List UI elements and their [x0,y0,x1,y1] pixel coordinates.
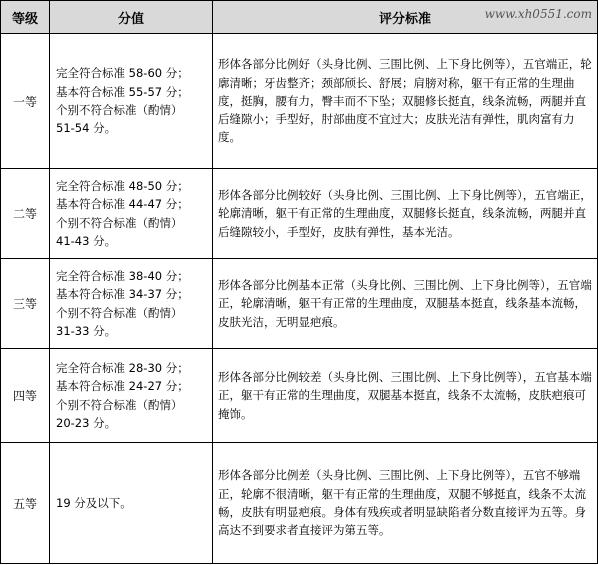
score-line: 19 分及以下。 [56,495,132,510]
score-range [50,34,213,169]
header-grade: 等级 [1,1,50,34]
score-range [50,169,213,259]
score-line: 基本符合标准 24-27 分； [56,379,189,394]
header-score: 分值 [50,1,213,34]
score-range [50,349,213,443]
grade-label: 一等 [1,34,50,169]
criteria-text: 形体各部分比例较好（头身比例、三围比例、上下身比例等），五官端正，轮廓清晰，躯干有正常的生理曲度，双腿修长挺直，线条流畅，两腿并直后缝隙较小，手型好，皮肤有弹性，基本光洁。 [213,169,598,259]
score-range [50,259,213,349]
score-line: 个别不符合标准（酌情） [56,397,183,412]
table-row [1,259,598,349]
score-range [50,443,213,564]
score-line: 完全符合标准 28-30 分； [56,360,189,375]
grade-label: 三等 [1,259,50,349]
grade-label: 四等 [1,349,50,443]
watermark: www.xh0551.com [484,7,592,21]
criteria-text: 形体各部分比例较差（头身比例、三围比例、上下身比例等），五官基本端正，躯干有正常的生理曲度，双腿基本挺直，线条不太流畅，皮肤疤痕可掩饰。 [213,349,598,443]
score-line: 基本符合标准 34-37 分； [56,287,189,302]
score-line: 完全符合标准 48-50 分； [56,178,189,193]
table-row [1,34,598,169]
score-line: 基本符合标准 55-57 分； [56,84,189,99]
score-line: 完全符合标准 58-60 分； [56,66,189,81]
score-line: 个别不符合标准（酌情） [56,215,183,230]
header-criteria: 评分标准 [213,1,598,34]
grade-label: 五等 [1,443,50,564]
criteria-text: 形体各部分比例基本正常（头身比例、三围比例、上下身比例等），五官端正，轮廓清晰，躯干有正常的生理曲度，双腿基本挺直，线条基本流畅，皮肤光洁，无明显疤痕。 [213,259,598,349]
criteria-text: 形体各部分比例好（头身比例、三围比例、上下身比例等），五官端正，轮廓清晰；牙齿整齐；颈部颀长、舒展；肩膀对称，躯干有正常的生理曲度，挺胸，腰有力，臀丰而不下坠；双腿修长挺直，线条流畅，两腿并直后缝隙小；手型好，肘部曲度不宜过大；皮肤光洁有弹性，肌肉富有力度。 [213,34,598,169]
score-line: 51-54 分。 [56,121,117,136]
score-line: 个别不符合标准（酌情） [56,103,183,117]
score-line: 20-23 分。 [56,415,117,430]
score-line: 基本符合标准 44-47 分； [56,197,189,212]
criteria-text: 形体各部分比例差（头身比例、三围比例、上下身比例等），五官不够端正，轮廓不很清晰，躯干有正常的生理曲度，双腿不够挺直，线条不太流畅，皮肤有明显疤痕。身体有残疾或者明显缺陷者分数直接评为五等。身高达不到要求者直接评为第五等。 [213,443,598,564]
table-row [1,443,598,564]
score-line: 31-33 分。 [56,323,117,338]
grade-label: 二等 [1,169,50,259]
score-line: 完全符合标准 38-40 分； [56,268,189,283]
table-row [1,349,598,443]
score-line: 41-43 分。 [56,233,117,248]
table-row [1,169,598,259]
score-line: 个别不符合标准（酌情） [56,305,183,320]
